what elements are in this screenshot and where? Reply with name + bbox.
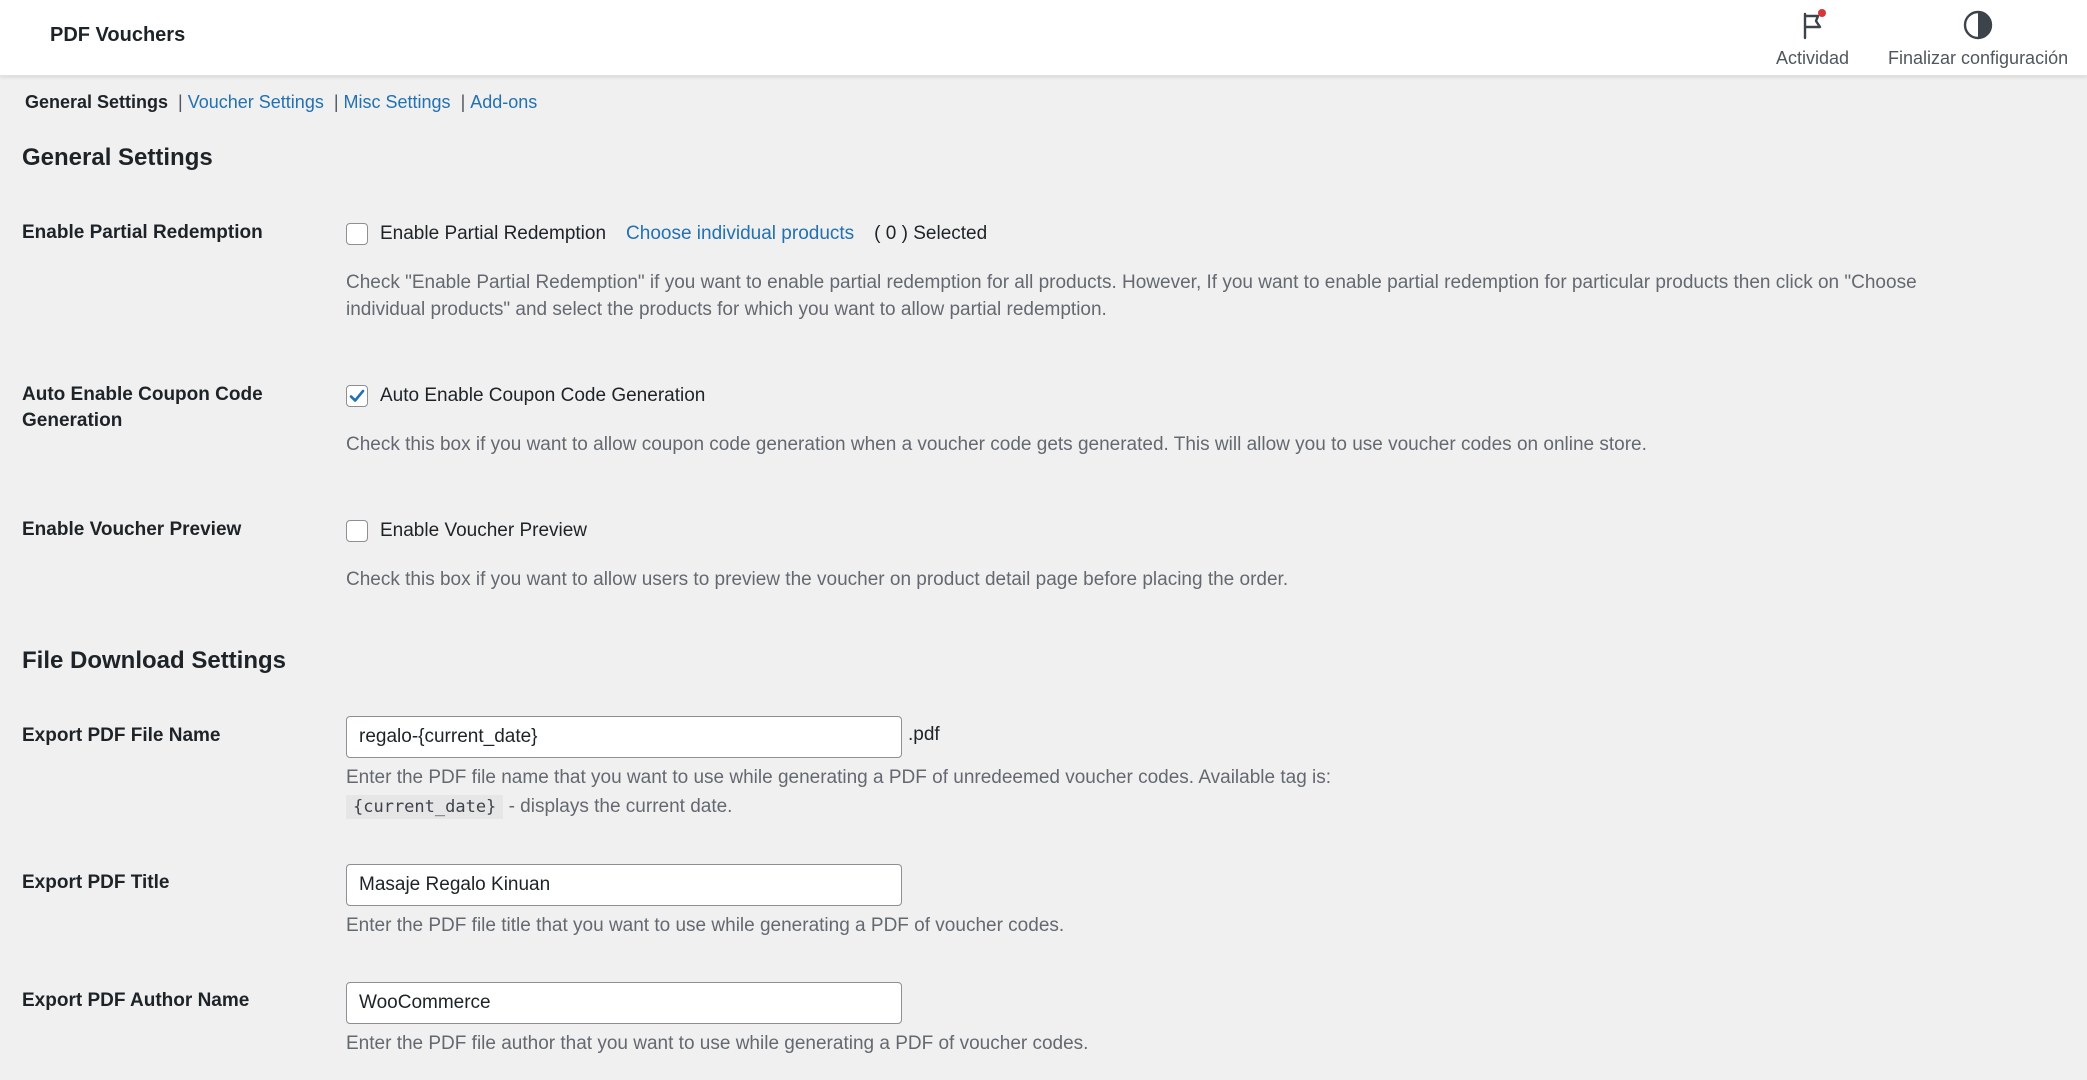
file-extension-suffix: .pdf <box>908 724 940 745</box>
coupon-generation-label <box>22 382 292 434</box>
top-header-bar <box>0 0 2087 76</box>
settings-subnav <box>25 92 537 113</box>
checkmark-icon <box>348 387 366 405</box>
nav-separator: | <box>333 92 339 112</box>
export-file-name-description <box>346 764 2046 821</box>
tab-add-ons[interactable]: Add-ons <box>470 92 538 112</box>
coupon-generation-checkbox-label[interactable]: Auto Enable Coupon Code Generation <box>380 385 706 406</box>
voucher-preview-checkbox-label[interactable]: Enable Voucher Preview <box>380 520 588 541</box>
finish-setup-label: Finalizar configuración <box>1888 48 2069 68</box>
half-circle-icon <box>1961 8 1995 42</box>
tab-voucher-settings[interactable]: Voucher Settings <box>187 92 324 112</box>
available-tag: {current_date} <box>346 795 503 819</box>
coupon-generation-description: Check this box if you want to allow coupon code generation when a voucher code gets generated. This will allow you to use voucher codes on online store. <box>346 434 1647 455</box>
export-file-name-label: Export PDF File Name <box>22 725 221 746</box>
voucher-preview-field <box>346 518 587 544</box>
partial-redemption-description <box>346 269 2046 323</box>
export-title-description: Enter the PDF file title that you want to use while generating a PDF of voucher codes. <box>346 915 1065 936</box>
description-line: individual products" and select the products for which you want to allow partial redemption. <box>346 299 1107 320</box>
partial-redemption-checkbox[interactable] <box>346 223 368 245</box>
description-line <box>346 793 2046 821</box>
flag-icon <box>1796 8 1830 42</box>
tab-general-settings[interactable]: General Settings <box>25 92 169 112</box>
export-file-name-input[interactable]: regalo-{current_date} <box>346 716 902 758</box>
section-heading-file-download: File Download Settings <box>22 647 287 674</box>
nav-separator: | <box>460 92 466 112</box>
selected-count: ( 0 ) Selected <box>874 223 988 244</box>
export-author-input[interactable]: WooCommerce <box>346 982 902 1024</box>
activity-label: Actividad <box>1776 48 1850 68</box>
export-title-input[interactable]: Masaje Regalo Kinuan <box>346 864 902 906</box>
export-title-label: Export PDF Title <box>22 872 170 893</box>
tab-misc-settings[interactable]: Misc Settings <box>343 92 451 112</box>
finish-setup-button[interactable] <box>1888 8 2068 69</box>
voucher-preview-checkbox[interactable] <box>346 520 368 542</box>
section-heading-general: General Settings <box>22 144 213 171</box>
choose-products-link[interactable]: Choose individual products <box>626 223 855 244</box>
voucher-preview-description: Check this box if you want to allow users to preview the voucher on product detail page before placing the order. <box>346 569 1289 590</box>
label-line: Generation <box>22 410 123 431</box>
coupon-generation-field <box>346 383 705 409</box>
label-line: Auto Enable Coupon Code <box>22 384 263 405</box>
description-line: Enter the PDF file name that you want to use while generating a PDF of unredeemed voucher codes. Available tag is: <box>346 767 1332 788</box>
coupon-generation-checkbox[interactable] <box>346 385 368 407</box>
notification-dot <box>1818 9 1826 17</box>
page-title: PDF Vouchers <box>50 24 186 46</box>
activity-button[interactable] <box>1776 8 1849 69</box>
partial-redemption-field <box>346 221 987 247</box>
tag-description: - displays the current date. <box>503 796 733 817</box>
nav-separator: | <box>178 92 183 112</box>
export-author-label: Export PDF Author Name <box>22 990 250 1011</box>
description-line: Check "Enable Partial Redemption" if you want to enable partial redemption for all products. However, If you want to enable partial redemption for particular products then click on "Choose <box>346 272 1917 293</box>
partial-redemption-label: Enable Partial Redemption <box>22 222 263 243</box>
voucher-preview-label: Enable Voucher Preview <box>22 519 242 540</box>
partial-redemption-checkbox-label[interactable]: Enable Partial Redemption <box>380 223 607 244</box>
export-author-description: Enter the PDF file author that you want to use while generating a PDF of voucher codes. <box>346 1033 1089 1054</box>
